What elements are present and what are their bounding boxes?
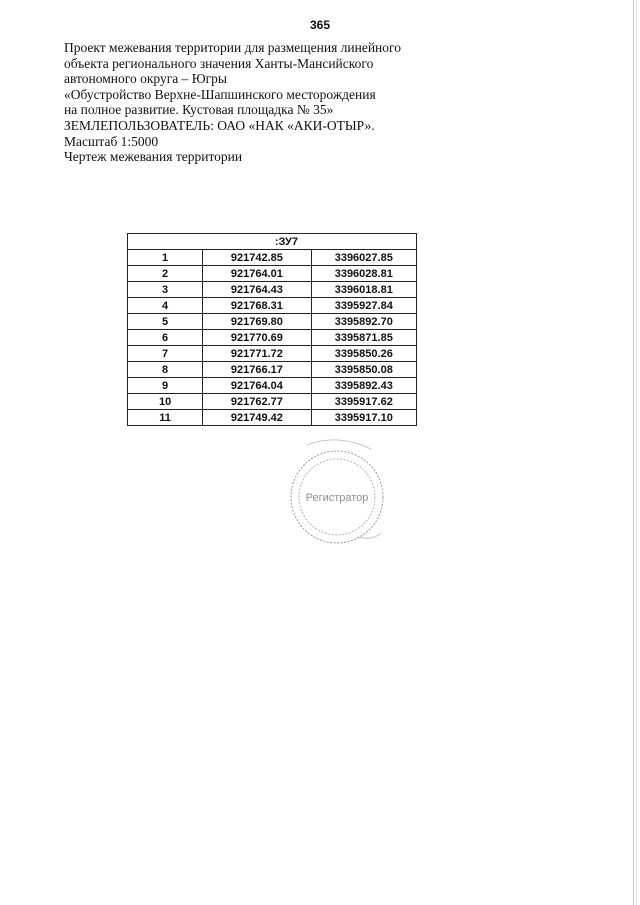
point-number: 6 [128,330,203,346]
coordinate-y: 3395917.10 [311,410,416,426]
table-title-row [128,234,417,250]
coordinate-y: 3395892.70 [311,314,416,330]
coordinate-x: 921771.72 [203,346,311,362]
stamp-text: Регистратор [305,492,369,504]
header-line: ЗЕМЛЕПОЛЬЗОВАТЕЛЬ: ОАО «НАК «АКИ-ОТЫР». [64,117,375,133]
header-line: «Обустройство Верхне-Шапшинского месторождения [64,86,376,102]
coordinate-x: 921764.01 [203,266,311,282]
coordinate-x: 921769.80 [203,314,311,330]
table-row [128,362,417,378]
coordinate-x: 921762.77 [203,394,311,410]
header-line: объекта регионального значения Ханты-Мансийского [64,55,374,71]
coordinate-x: 921766.17 [203,362,311,378]
table-title: :ЗУ7 [128,234,417,250]
table-row [128,394,417,410]
document-header [64,40,401,165]
coordinate-y: 3395850.08 [311,362,416,378]
table-row [128,250,417,266]
point-number: 7 [128,346,203,362]
coordinate-y: 3396027.85 [311,250,416,266]
table-row [128,378,417,394]
coordinate-x: 921768.31 [203,298,311,314]
coordinate-y: 3395927.84 [311,298,416,314]
scan-edge [633,0,634,905]
coordinate-y: 3396028.81 [311,266,416,282]
table-row [128,330,417,346]
page-number: 365 [309,18,331,32]
coordinate-y: 3395871.85 [311,330,416,346]
point-number: 4 [128,298,203,314]
stamp-signature-stroke [307,440,371,449]
point-number: 2 [128,266,203,282]
point-number: 3 [128,282,203,298]
header-line: Масштаб 1:5000 [64,133,159,149]
point-number: 11 [128,410,203,426]
coordinate-y: 3395850.26 [311,346,416,362]
scan-edge-secondary [636,0,637,905]
table-row [128,282,417,298]
coordinate-y: 3395917.62 [311,394,416,410]
table-row [128,346,417,362]
coordinate-x: 921742.85 [203,250,311,266]
registrar-stamp [287,437,387,555]
table-row [128,266,417,282]
point-number: 10 [128,394,203,410]
stamp-tail-stroke [357,533,381,538]
table-row [128,298,417,314]
coordinates-table [127,233,417,426]
table-row [128,410,417,426]
point-number: 9 [128,378,203,394]
coordinate-y: 3396018.81 [311,282,416,298]
table-row [128,314,417,330]
header-line: на полное развитие. Кустовая площадка № 35» [64,102,334,118]
coordinate-x: 921770.69 [203,330,311,346]
header-line: Чертеж межевания территории [64,149,243,165]
coordinate-x: 921764.04 [203,378,311,394]
point-number: 5 [128,314,203,330]
coordinate-y: 3395892.43 [311,378,416,394]
header-line: Проект межевания территории для размещения линейного [64,40,401,55]
point-number: 1 [128,250,203,266]
coordinate-x: 921764.43 [203,282,311,298]
point-number: 8 [128,362,203,378]
header-line: автономного округа – Югры [64,71,227,87]
coordinate-x: 921749.42 [203,410,311,426]
